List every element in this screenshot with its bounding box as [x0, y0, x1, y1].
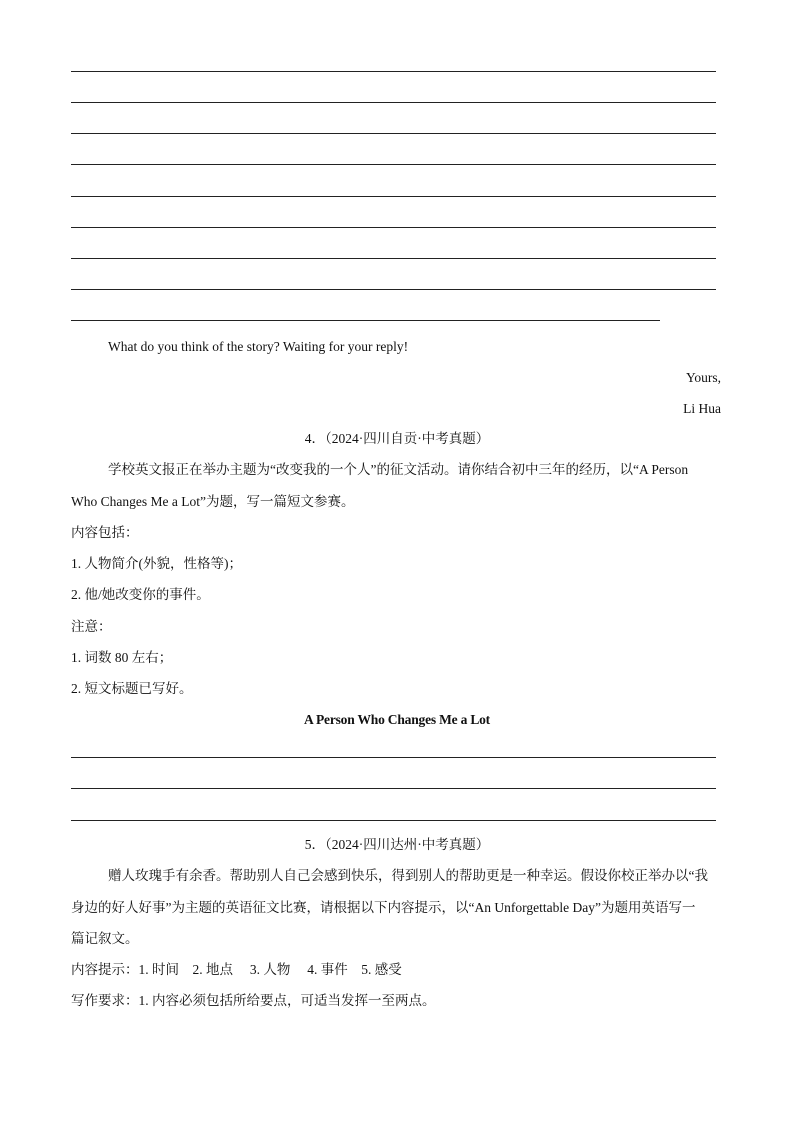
q4-note-item: 2. 短文标题已写好。	[71, 681, 193, 696]
letter-signature: Li Hua	[683, 401, 721, 416]
answer-line[interactable]	[71, 757, 716, 758]
q5-prompt-line-2: 身边的好人好事”为主题的英语征文比赛，请根据以下内容提示，以“An Unforgettable Day”为题用英语写一	[71, 900, 696, 915]
answer-line[interactable]	[71, 820, 716, 821]
q4-note-item: 1. 词数 80 左右；	[71, 650, 173, 665]
answer-line[interactable]	[71, 164, 716, 165]
q5-heading: 5．（2024·四川达州·中考真题）	[304, 837, 490, 852]
answer-line[interactable]	[71, 196, 716, 197]
q5-prompt-line-3: 篇记叙文。	[71, 931, 139, 946]
q4-notes-label: 注意：	[71, 619, 112, 634]
q4-content-item: 2. 他/她改变你的事件。	[71, 587, 210, 602]
answer-line[interactable]	[71, 788, 716, 789]
q5-hints: 内容提示：1. 时间 2. 地点 3. 人物 4. 事件 5. 感受	[71, 962, 402, 977]
q5-requirement: 写作要求：1. 内容必须包括所给要点，可适当发挥一至两点。	[71, 993, 436, 1008]
q4-essay-title: A Person Who Changes Me a Lot	[304, 712, 490, 727]
answer-line[interactable]	[71, 320, 660, 321]
q5-prompt-line-1: 赠人玫瑰手有余香。帮助别人自己会感到快乐，得到别人的帮助更是一种幸运。假设你校正举办以“我	[108, 868, 708, 883]
q4-prompt-line-1: 学校英文报正在举办主题为“改变我的一个人”的征文活动。请你结合初中三年的经历，以“A Person	[108, 462, 689, 477]
answer-line[interactable]	[71, 102, 716, 103]
letter-closing-line: What do you think of the story? Waiting for your reply!	[108, 339, 409, 354]
answer-line[interactable]	[71, 227, 716, 228]
q4-heading: 4．（2024·四川自贡·中考真题）	[304, 431, 490, 446]
q4-content-item: 1. 人物简介(外貌，性格等)；	[71, 556, 242, 571]
answer-line[interactable]	[71, 289, 716, 290]
answer-line[interactable]	[71, 133, 716, 134]
answer-line[interactable]	[71, 71, 716, 72]
q4-content-label: 内容包括：	[71, 525, 139, 540]
q4-prompt-line-2: Who Changes Me a Lot”为题，写一篇短文参赛。	[71, 494, 355, 509]
answer-line[interactable]	[71, 258, 716, 259]
letter-sign-off: Yours,	[685, 370, 721, 385]
